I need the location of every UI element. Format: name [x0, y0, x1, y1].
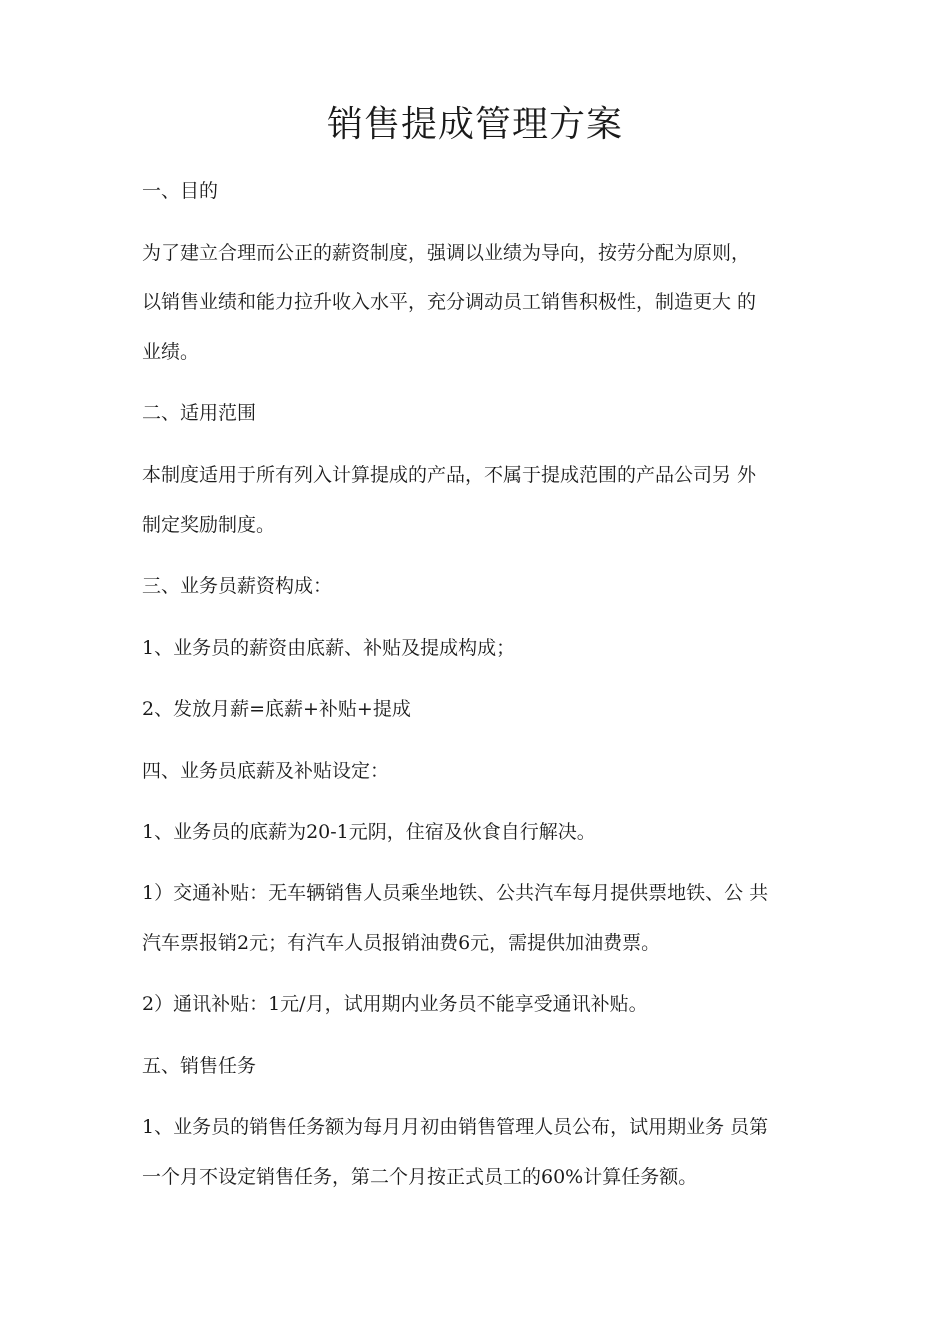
list-item: 1、业务员的销售任务额为每月月初由销售管理人员公布，试用期业务 员第 — [142, 1116, 769, 1138]
section-heading-salary-structure: 三、业务员薪资构成： — [142, 575, 333, 597]
paragraph-line: 汽车票报销2元；有汽车人员报销油费6元，需提供加油费票。 — [142, 932, 661, 954]
list-item: 1、业务员的底薪为20-1元阴，住宿及伙食自行解决。 — [142, 821, 596, 843]
paragraph-line: 以销售业绩和能力拉升收入水平，充分调动员工销售积极性，制造更大 的 — [142, 291, 757, 313]
document-title: 销售提成管理方案 — [326, 104, 623, 145]
paragraph-line: 业绩。 — [142, 341, 200, 363]
list-item: 2、发放月薪=底薪+补贴+提成 — [142, 698, 411, 720]
paragraph-line: 制定奖励制度。 — [142, 514, 276, 536]
list-item: 2）通讯补贴：1元/月，试用期内业务员不能享受通讯补贴。 — [142, 993, 648, 1015]
list-item: 1）交通补贴：无车辆销售人员乘坐地铁、公共汽车每月提供票地铁、公 共 — [142, 882, 769, 904]
section-heading-scope: 二、适用范围 — [142, 402, 257, 424]
section-heading-purpose: 一、目的 — [142, 180, 219, 202]
paragraph-line: 为了建立合理而公正的薪资制度，强调以业绩为导向，按劳分配为原则， — [142, 242, 751, 264]
section-heading-sales-target: 五、销售任务 — [142, 1055, 257, 1077]
list-item: 1、业务员的薪资由底薪、补贴及提成构成； — [142, 637, 516, 659]
section-heading-base-salary: 四、业务员底薪及补贴设定： — [142, 760, 390, 782]
paragraph-line: 一个月不设定销售任务，第二个月按正式员工的60%计算任务额。 — [142, 1166, 698, 1188]
paragraph-line: 本制度适用于所有列入计算提成的产品，不属于提成范围的产品公司另 外 — [142, 464, 757, 486]
